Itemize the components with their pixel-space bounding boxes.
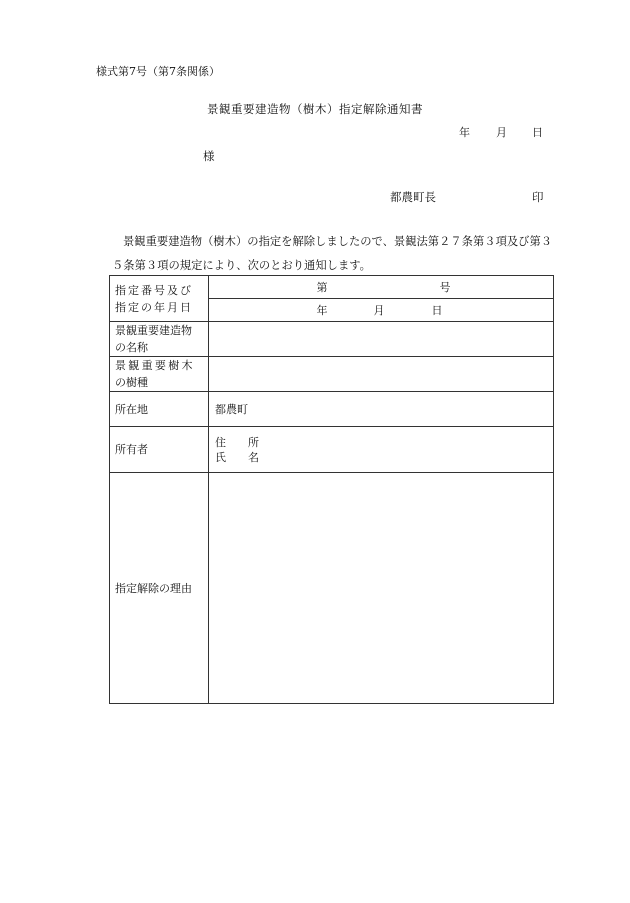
- label-char: 者: [137, 443, 148, 456]
- label-line: [115, 401, 208, 418]
- label-designation-number: [110, 276, 209, 322]
- notice-body-line2: ５条第３項の規定により、次のとおり通知します。: [112, 259, 371, 272]
- row-location: [110, 392, 554, 427]
- date-month: 月: [496, 126, 507, 139]
- label-char: 名: [126, 341, 137, 354]
- location-value: 都農町: [209, 392, 554, 427]
- building-name-value: [209, 322, 554, 357]
- number-subrow: [209, 276, 553, 298]
- label-line: 指定番号及び: [115, 283, 193, 297]
- designation-year: 年: [316, 304, 328, 317]
- row-reason: [110, 473, 554, 704]
- label-line: 指定の年月日: [115, 300, 193, 314]
- tree-species-value: [209, 357, 554, 392]
- row-designation-number: [110, 276, 554, 322]
- date-subrow: [209, 298, 553, 321]
- form-number: 様式第7号（第7条関係）: [96, 65, 220, 78]
- row-owner: [110, 427, 554, 473]
- label-line: 景観重要樹木: [115, 359, 195, 372]
- owner-value: [209, 427, 554, 473]
- designation-month: 月: [373, 304, 385, 317]
- owner-name-label: 氏 名: [215, 450, 259, 464]
- date-day: 日: [532, 126, 543, 139]
- date-year: 年: [459, 126, 470, 139]
- label-char: 地: [137, 402, 148, 416]
- label-owner: [110, 427, 209, 473]
- notice-form-table: [109, 275, 554, 704]
- label-char: の: [115, 376, 126, 389]
- label-line: [115, 339, 208, 356]
- document-title: 景観重要建造物（樹木）指定解除通知書: [207, 102, 423, 116]
- reason-value: [209, 473, 554, 704]
- label-tree-species: [110, 357, 209, 392]
- label-char: 称: [137, 341, 148, 354]
- label-char: の: [115, 341, 126, 354]
- label-char: 有: [126, 443, 137, 456]
- notice-body-line1: 景観重要建造物（樹木）の指定を解除しましたので、景観法第２７条第３項及び第３: [123, 235, 553, 248]
- seal-mark: 印: [532, 190, 544, 204]
- label-char: 種: [137, 376, 148, 389]
- row-building-name: [110, 322, 554, 357]
- label-char: 樹: [126, 376, 137, 389]
- designation-day: 日: [431, 304, 443, 317]
- addressee-suffix: 様: [203, 149, 215, 163]
- label-building-name: [110, 322, 209, 357]
- label-char: 所: [115, 443, 126, 456]
- label-line: [115, 374, 208, 391]
- row-tree-species: [110, 357, 554, 392]
- label-char: 所: [115, 402, 126, 416]
- number-suffix: 号: [439, 281, 451, 294]
- number-prefix: 第: [316, 281, 328, 294]
- label-location: [110, 392, 209, 427]
- owner-address-label: 住 所: [215, 435, 259, 449]
- label-line: 景観重要建造物: [115, 324, 192, 337]
- designation-number-cell: [209, 276, 554, 322]
- date-line: [459, 124, 543, 140]
- notice-body: [112, 230, 558, 278]
- label-char: 在: [126, 402, 137, 416]
- issuer-title: 都農町長: [390, 190, 436, 204]
- label-reason: 指定解除の理由: [110, 473, 209, 704]
- label-line: [115, 441, 208, 458]
